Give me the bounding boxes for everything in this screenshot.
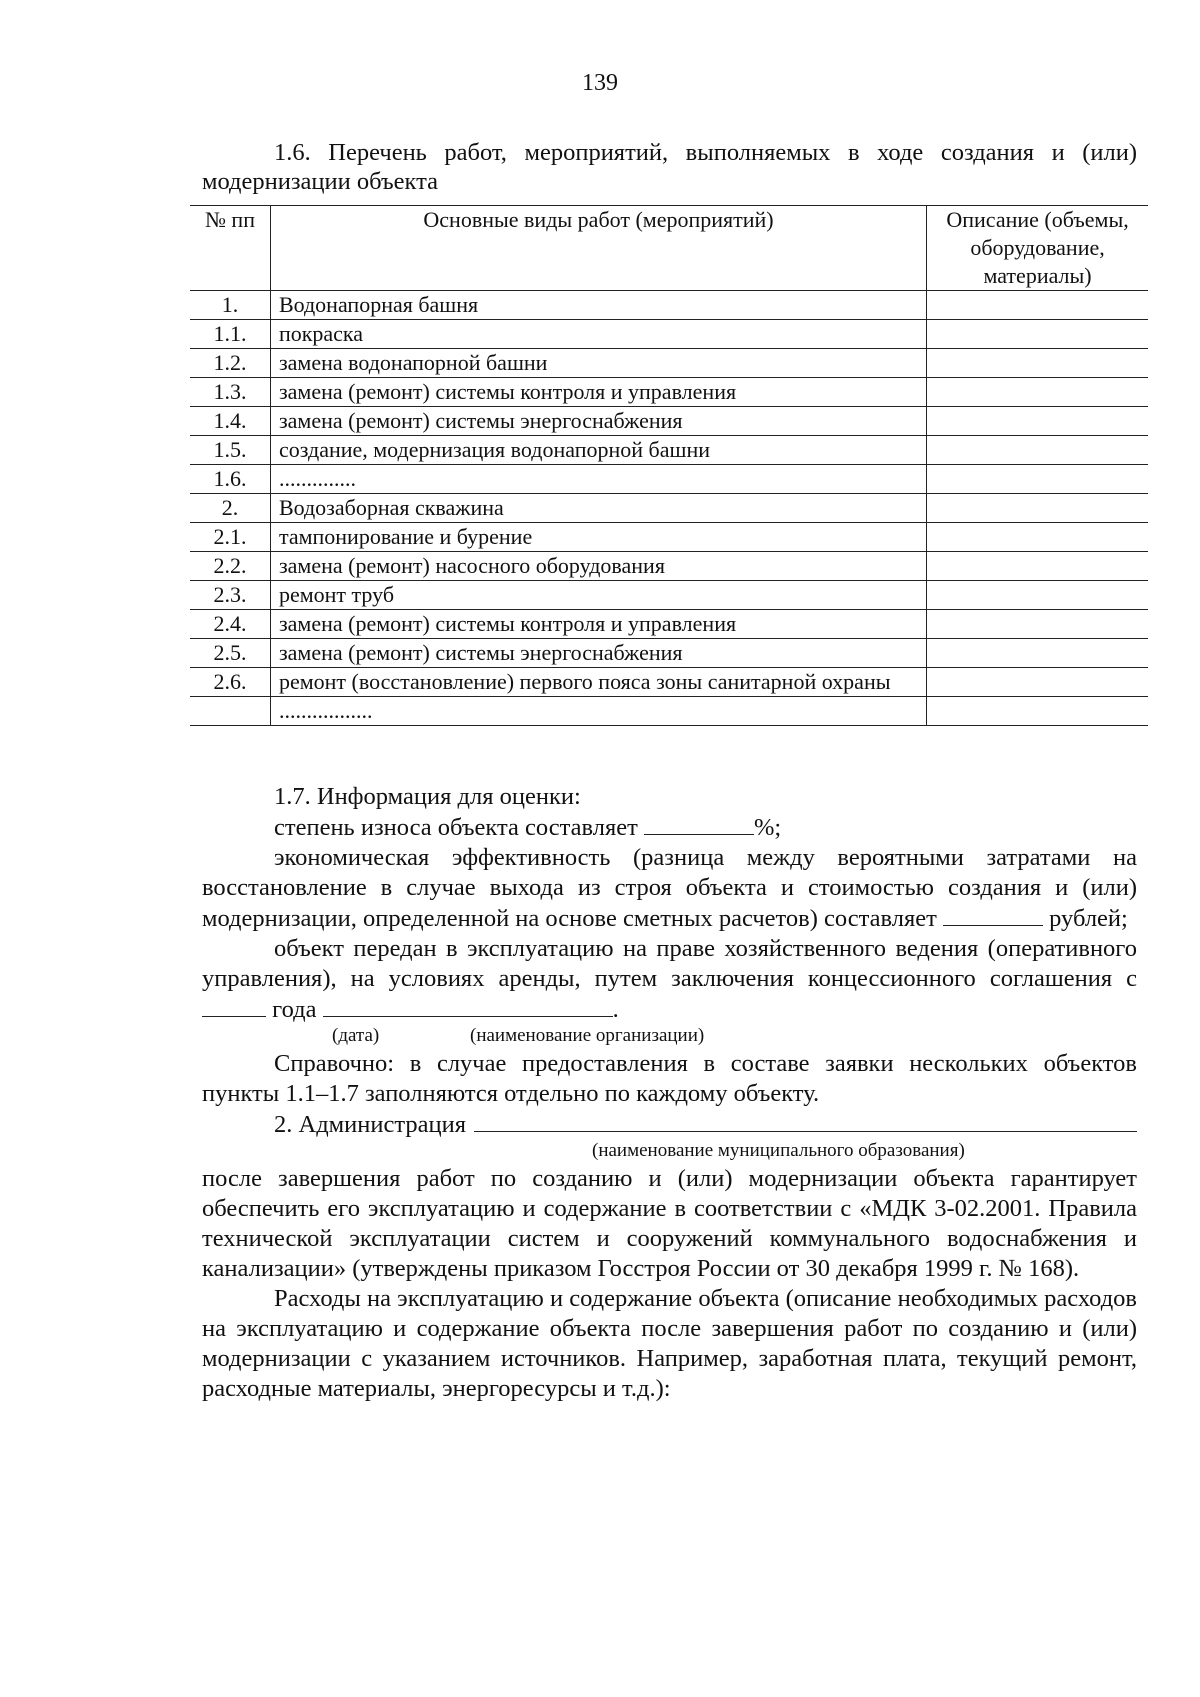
- row-description-cell[interactable]: [927, 378, 1148, 407]
- table-row: [190, 349, 1148, 378]
- row-description-cell[interactable]: [927, 668, 1148, 697]
- works-table: [190, 205, 1148, 726]
- row-number: 1.1.: [190, 320, 270, 349]
- admin-line: [202, 1109, 1137, 1140]
- row-work: ..............: [270, 465, 926, 494]
- page-number: 139: [582, 70, 618, 96]
- row-work: создание, модернизация водонапорной башни: [270, 436, 926, 465]
- row-work: Водонапорная башня: [270, 291, 926, 320]
- row-number: 2.1.: [190, 523, 270, 552]
- works-table-body: [190, 291, 1148, 726]
- row-work: .................: [270, 697, 926, 726]
- row-description-cell[interactable]: [927, 523, 1148, 552]
- guarantee-paragraph: после завершения работ по созданию и (или) модернизации объекта гарантирует обеспечить его эксплуатацию и содержание в соответствии с «МДК 3-02.2001. Правила технической эксплуатации систем и сооружений коммунального водоснабжения и канализации» (утверждены приказом Госстроя России от 30 декабря 1999 г. № 168).: [202, 1165, 1137, 1282]
- row-work: покраска: [270, 320, 926, 349]
- caption-date: (дата): [332, 1025, 380, 1046]
- table-row: [190, 494, 1148, 523]
- row-number: 2.6.: [190, 668, 270, 697]
- municipality-field[interactable]: [474, 1109, 1137, 1132]
- table-header-row: [190, 206, 1148, 291]
- row-number: 1.: [190, 291, 270, 320]
- row-work: замена (ремонт) насосного оборудования: [270, 552, 926, 581]
- row-description-cell[interactable]: [927, 639, 1148, 668]
- row-work: замена водонапорной башни: [270, 349, 926, 378]
- table-row: [190, 378, 1148, 407]
- row-description-cell[interactable]: [927, 581, 1148, 610]
- row-number: 2.5.: [190, 639, 270, 668]
- row-number: 1.4.: [190, 407, 270, 436]
- wear-line: [202, 812, 1137, 843]
- economic-paragraph: [202, 843, 1137, 934]
- row-work: замена (ремонт) системы энергоснабжения: [270, 407, 926, 436]
- transfer-paragraph: [202, 934, 1137, 1025]
- table-row: [190, 668, 1148, 697]
- row-number: 2.: [190, 494, 270, 523]
- table-row: [190, 407, 1148, 436]
- municipality-caption-row: [202, 1140, 1137, 1164]
- row-description-cell[interactable]: [927, 436, 1148, 465]
- economic-text: экономическая эффективность (разница между вероятными затратами на восстановление в случае выхода из строя объекта и стоимостью создания и (или) модернизации, определенной на основе сметных расчетов) составляет: [202, 844, 1137, 932]
- economic-amount-field[interactable]: [943, 903, 1043, 926]
- row-work: замена (ремонт) системы контроля и управления: [270, 378, 926, 407]
- row-description-cell[interactable]: [927, 407, 1148, 436]
- row-number: 2.2.: [190, 552, 270, 581]
- transfer-text: объект передан в эксплуатацию на праве хозяйственного ведения (оперативного управления), на условиях аренды, путем заключения концессионного соглашения с: [202, 935, 1137, 992]
- admin-label: 2. Администрация: [274, 1111, 466, 1138]
- row-work: Водозаборная скважина: [270, 494, 926, 523]
- row-number: 1.5.: [190, 436, 270, 465]
- section-title-1-7: 1.7. Информация для оценки:: [274, 783, 581, 810]
- year-word: года: [272, 996, 317, 1023]
- row-number: 2.3.: [190, 581, 270, 610]
- row-description-cell[interactable]: [927, 320, 1148, 349]
- expenses-paragraph: Расходы на эксплуатацию и содержание объекта (описание необходимых расходов на эксплуатацию и содержание объекта после завершения работ по созданию и (или) модернизации с указанием источников. Например, заработная плата, текущий ремонт, расходные материалы, энергоресурсы и т.д.):: [202, 1285, 1137, 1402]
- row-description-cell[interactable]: [927, 697, 1148, 726]
- row-description-cell[interactable]: [927, 465, 1148, 494]
- row-description-cell[interactable]: [927, 494, 1148, 523]
- row-number: 1.2.: [190, 349, 270, 378]
- header-description: Описание (объемы, оборудование, материалы): [927, 206, 1148, 291]
- table-row: [190, 523, 1148, 552]
- row-description-cell[interactable]: [927, 610, 1148, 639]
- table-row: [190, 610, 1148, 639]
- table-row: [190, 697, 1148, 726]
- table-row: [190, 465, 1148, 494]
- wear-suffix: %;: [753, 814, 782, 841]
- row-number: 1.3.: [190, 378, 270, 407]
- header-number: № пп: [190, 206, 270, 291]
- rubles-text: рублей;: [1049, 905, 1128, 932]
- row-description-cell[interactable]: [927, 349, 1148, 378]
- caption-municipality: (наименование муниципального образования): [592, 1140, 965, 1161]
- row-number: 2.4.: [190, 610, 270, 639]
- table-row: [190, 320, 1148, 349]
- row-work: тампонирование и бурение: [270, 523, 926, 552]
- row-number: 1.6.: [190, 465, 270, 494]
- header-work-types: Основные виды работ (мероприятий): [270, 206, 926, 291]
- row-description-cell[interactable]: [927, 291, 1148, 320]
- row-work: замена (ремонт) системы энергоснабжения: [270, 639, 926, 668]
- organization-field[interactable]: [323, 994, 613, 1017]
- table-row: [190, 436, 1148, 465]
- wear-percent-field[interactable]: [644, 812, 754, 835]
- table-row: [190, 552, 1148, 581]
- row-number: [190, 697, 270, 726]
- document-body: [202, 782, 1137, 1404]
- table-row: [190, 639, 1148, 668]
- row-work: ремонт труб: [270, 581, 926, 610]
- date-field[interactable]: [202, 994, 266, 1017]
- caption-organization: (наименование организации): [470, 1025, 705, 1046]
- transfer-period: .: [612, 996, 619, 1023]
- wear-text: степень износа объекта составляет: [274, 814, 644, 841]
- table-row: [190, 581, 1148, 610]
- table-row: [190, 291, 1148, 320]
- row-work: ремонт (восстановление) первого пояса зоны санитарной охраны: [270, 668, 926, 697]
- row-work: замена (ремонт) системы контроля и управления: [270, 610, 926, 639]
- note-paragraph: Справочно: в случае предоставления в составе заявки нескольких объектов пункты 1.1–1.7 заполняются отдельно по каждому объекту.: [202, 1050, 1137, 1107]
- row-description-cell[interactable]: [927, 552, 1148, 581]
- section-heading-1-6: 1.6. Перечень работ, мероприятий, выполняемых в ходе создания и (или) модернизации объекта: [202, 138, 1137, 195]
- transfer-captions: [202, 1025, 1137, 1049]
